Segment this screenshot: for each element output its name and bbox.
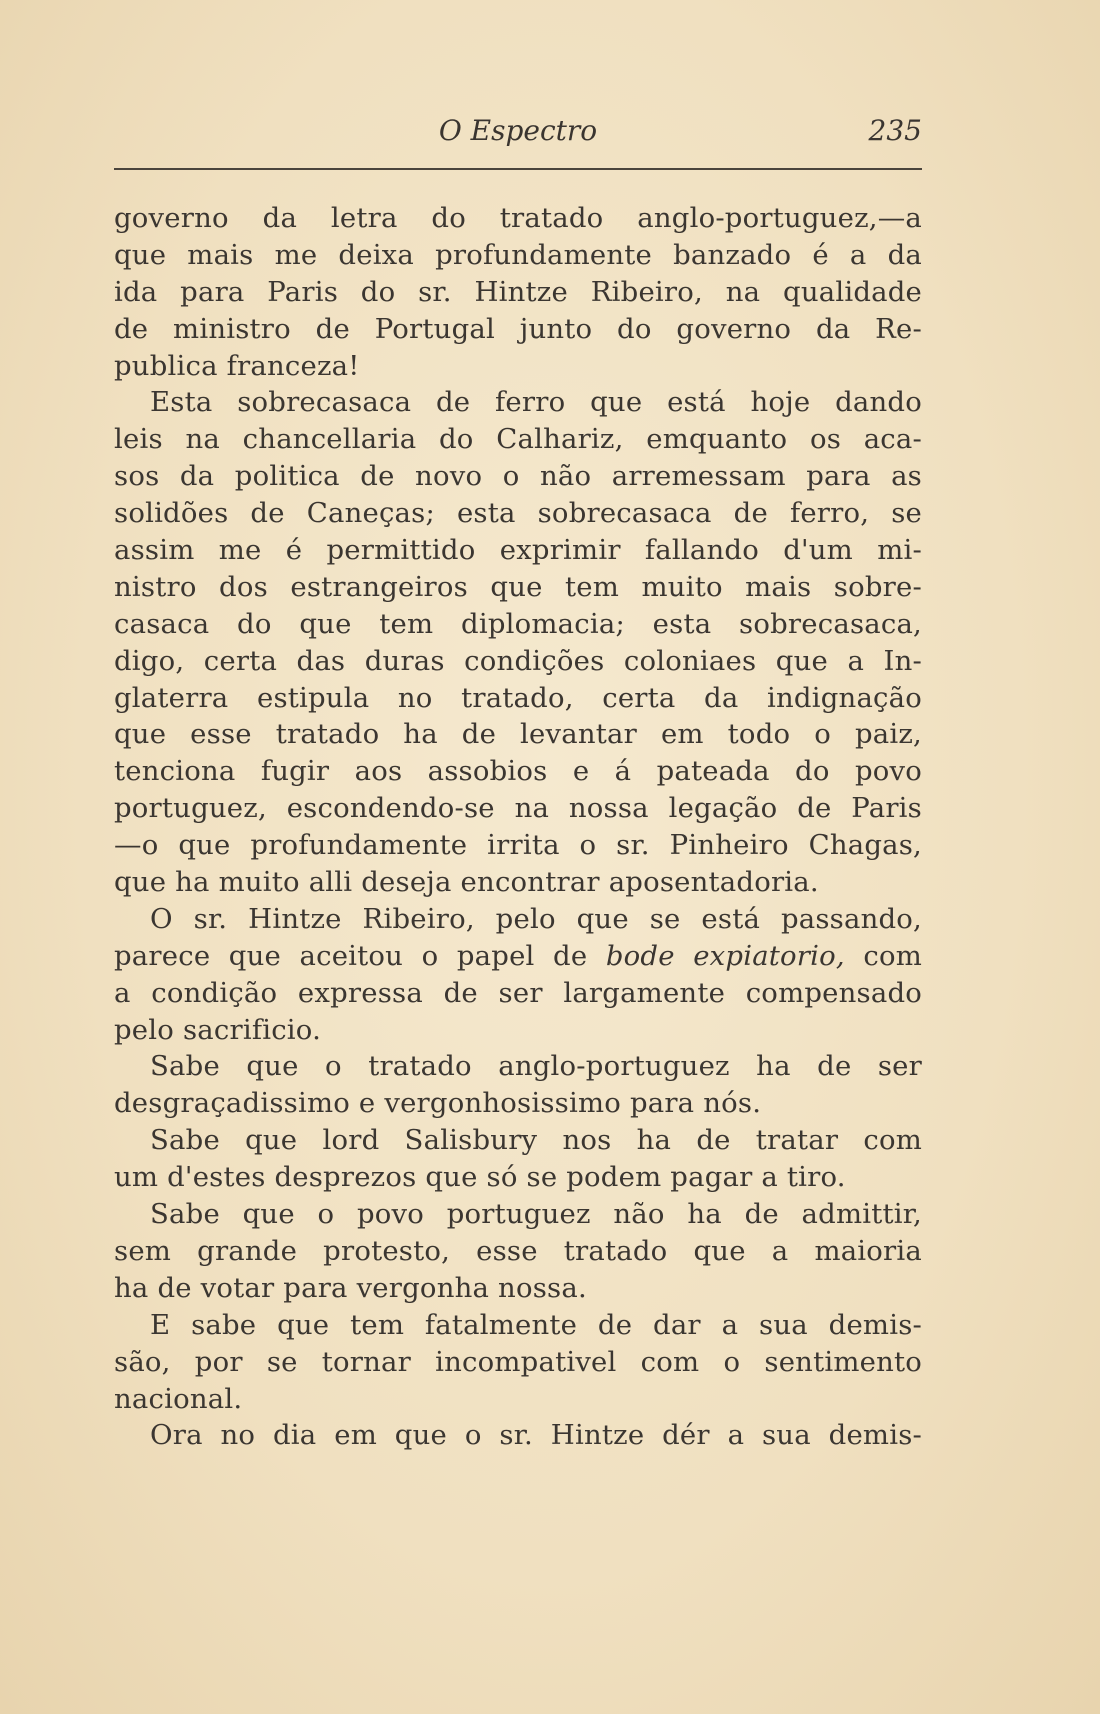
- text-line: ida para Paris do sr. Hintze Ribeiro, na qualidade: [114, 275, 922, 308]
- page-number: 235: [868, 114, 922, 147]
- text-line: a condição expressa de ser largamente compensado: [114, 976, 922, 1009]
- text-line: E sabe que tem fatalmente de dar a sua demis-: [150, 1308, 922, 1341]
- text-line: são, por se tornar incompativel com o sentimento: [114, 1345, 922, 1378]
- body-text: [114, 200, 922, 1454]
- text-line: nistro dos estrangeiros que tem muito mais sobre-: [114, 570, 922, 603]
- header-rule: [114, 168, 922, 170]
- text-line: governo da letra do tratado anglo-portuguez,—a: [114, 202, 922, 234]
- text-fragment: com: [863, 939, 922, 972]
- text-line: de ministro de Portugal junto do governo da Re-: [114, 312, 922, 345]
- text-line: que ha muito alli deseja encontrar aposentadoria.: [114, 866, 819, 899]
- text-line: glaterra estipula no tratado, certa da indignação: [114, 681, 922, 714]
- text-line: assim me é permittido exprimir fallando d'um mi-: [114, 534, 922, 567]
- text-line: nacional.: [114, 1382, 243, 1415]
- text-line: solidões de Caneças; esta sobrecasaca de ferro, se: [114, 497, 922, 530]
- text-line: Sabe que lord Salisbury nos ha de tratar com: [150, 1124, 922, 1157]
- text-line: desgraçadissimo e vergonhosissimo para nós.: [114, 1087, 762, 1120]
- text-line: digo, certa das duras condições coloniaes que a In-: [114, 644, 922, 677]
- text-line: sem grande protesto, esse tratado que a maioria: [114, 1234, 922, 1267]
- text-line: Sabe que o povo portuguez não ha de admittir,: [150, 1198, 922, 1231]
- text-line: Esta sobrecasaca de ferro que está hoje dando: [150, 386, 922, 419]
- text-line: O sr. Hintze Ribeiro, pelo que se está passando,: [150, 902, 922, 935]
- text-line: sos da politica de novo o não arremessam para as: [114, 460, 922, 493]
- text-line: leis na chancellaria do Calhariz, emquanto os aca-: [114, 423, 922, 456]
- text-line: portuguez, escondendo-se na nossa legação de Paris: [114, 792, 922, 825]
- text-line-with-italic: [114, 938, 922, 975]
- text-line: casaca do que tem diplomacia; esta sobrecasaca,: [114, 607, 922, 640]
- text-line: pelo sacrificio.: [114, 1013, 322, 1046]
- text-line: Ora no dia em que o sr. Hintze dér a sua demis-: [150, 1419, 922, 1452]
- text-line: ha de votar para vergonha nossa.: [114, 1271, 587, 1304]
- text-fragment: parece que aceitou o papel de: [114, 939, 588, 972]
- text-line: Sabe que o tratado anglo-portuguez ha de ser: [150, 1050, 922, 1083]
- running-title: O Espectro: [438, 114, 598, 147]
- text-line: que esse tratado ha de levantar em todo o paiz,: [114, 718, 922, 751]
- running-header: [114, 110, 922, 156]
- text-line: publica franceza!: [114, 349, 360, 382]
- text-line: —o que profundamente irrita o sr. Pinheiro Chagas,: [114, 829, 922, 862]
- text-line: tenciona fugir aos assobios e á pateada do povo: [114, 755, 922, 788]
- text-line: que mais me deixa profundamente banzado é a da: [114, 238, 922, 271]
- italic-phrase: bode expiatorio,: [605, 939, 845, 972]
- text-line: um d'estes desprezos que só se podem pagar a tiro.: [114, 1161, 846, 1194]
